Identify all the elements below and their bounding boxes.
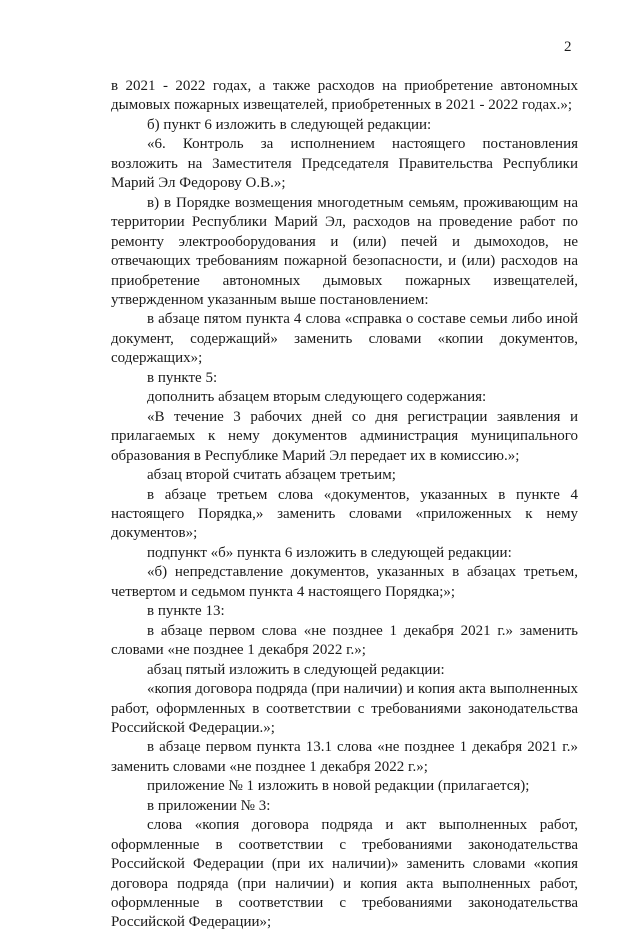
paragraph: б) пункт 6 изложить в следующей редакции: xyxy=(147,116,432,133)
paragraph: подпункт «б» пункта 6 изложить в следующей редакции: xyxy=(147,544,512,561)
paragraph: в пункте 13: xyxy=(147,603,225,620)
paragraph: абзац пятый изложить в следующей редакции: xyxy=(147,661,445,678)
paragraph: в приложении № 3: xyxy=(147,797,271,814)
paragraph: в 2021 - 2022 годах, а также расходов на приобретение автономных дымовых пожарных извещателей, приобретенных в 2021 - 2022 годах.»; xyxy=(111,78,578,114)
paragraph: слова «копия договора подряда и акт выполненных работ, оформленные в соответствии с требованиями законодательства Российской Федерации (при их наличии)» заменить словами «копия договора подряда (при наличии) и копия акта выполненных работ, оформленные в соответствии с требованиями законодательства Российской Федерации»; xyxy=(111,817,578,931)
page-number: 2 xyxy=(564,39,572,55)
paragraph: в абзаце первом пункта 13.1 слова «не позднее 1 декабря 2021 г.» заменить словами «не позднее 1 декабря 2022 г.»; xyxy=(111,739,578,775)
paragraph: в пункте 5: xyxy=(147,369,218,386)
paragraph: абзац второй считать абзацем третьим; xyxy=(147,467,396,484)
paragraph: в абзаце третьем слова «документов, указанных в пункте 4 настоящего Порядка,» заменить словами «приложенных к нему документов»; xyxy=(111,486,578,542)
paragraph: в абзаце первом слова «не позднее 1 декабря 2021 г.» заменить словами «не позднее 1 декабря 2022 г.»; xyxy=(111,622,578,659)
paragraph: «копия договора подряда (при наличии) и копия акта выполненных работ, оформленных в соответствии с требованиями законодательства Российской Федерации.»; xyxy=(111,681,578,736)
paragraph: «б) непредставление документов, указанных в абзацах третьем, четвертом и седьмом пункта 4 настоящего Порядка;»; xyxy=(111,564,578,600)
paragraph: в абзаце пятом пункта 4 слова «справка о составе семьи либо иной документ, содержащий» заменить словами «копии документов, содержащих»; xyxy=(111,311,578,367)
paragraph: приложение № 1 изложить в новой редакции (прилагается); xyxy=(147,778,530,795)
paragraph: «В течение 3 рабочих дней со дня регистрации заявления и прилагаемых к нему документов администрация муниципального образования в Республике Марий Эл передает их в комиссию.»; xyxy=(111,408,578,464)
paragraph: в) в Порядке возмещения многодетным семьям, проживающим на территории Республики Марий Эл, расходов на проведение работ по ремонту электрооборудования и (или) печей и дымоходов, не отвечающих требованиям пожарной безопасности, и (или) расходов на приобретение автономных дымовых пожарных извещателей, утвержденном указанным выше постановлением: xyxy=(111,194,578,308)
paragraph: дополнить абзацем вторым следующего содержания: xyxy=(147,389,487,406)
paragraph: «6. Контроль за исполнением настоящего постановления возложить на Заместителя Председателя Правительства Республики Марий Эл Федорову О.В.»; xyxy=(111,136,578,192)
document-body xyxy=(111,77,578,933)
